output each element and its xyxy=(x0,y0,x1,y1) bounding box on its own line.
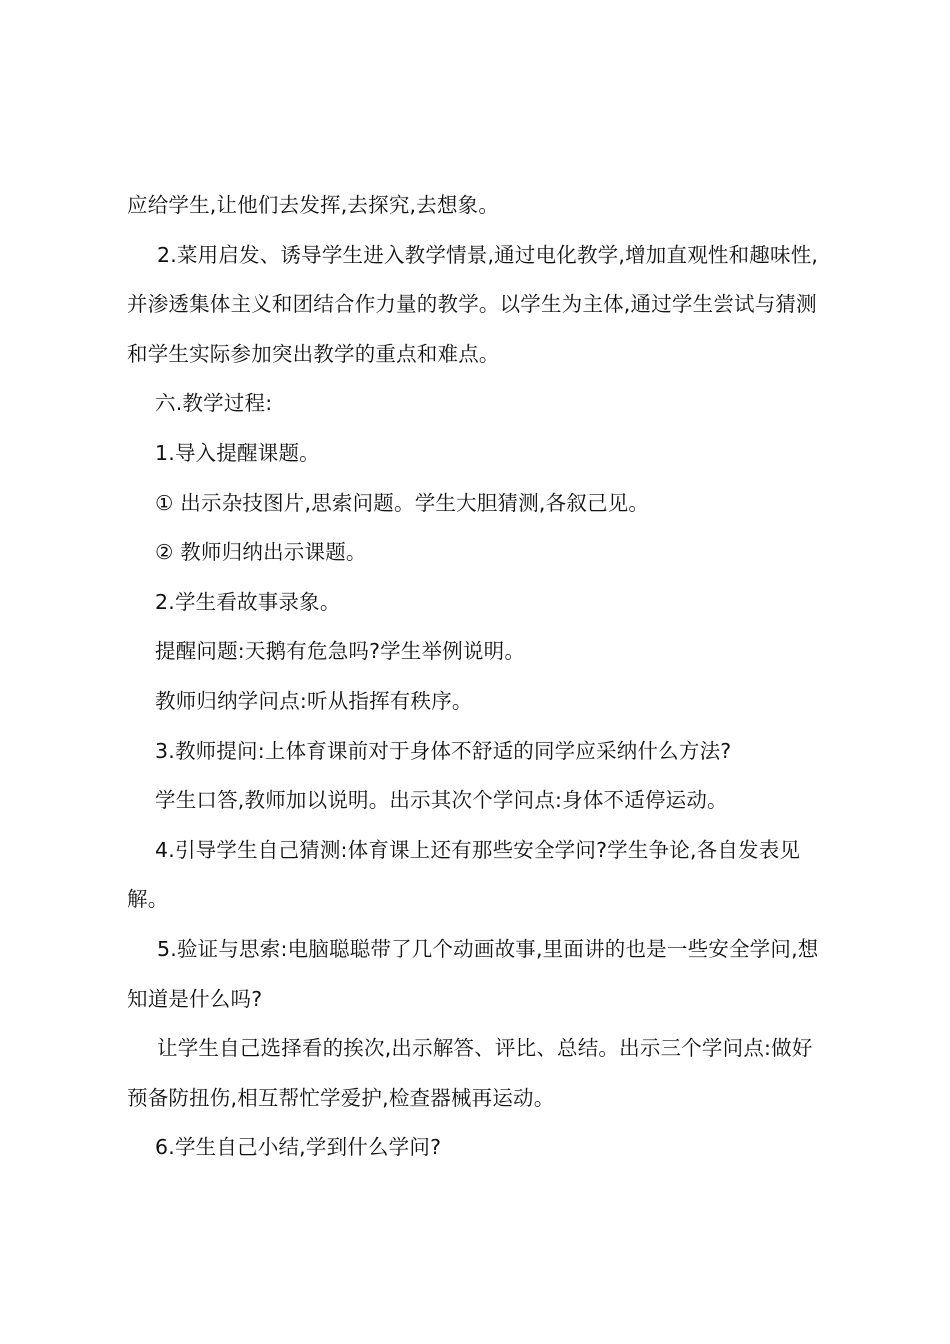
paragraph-step-2-question: 提醒问题:天鹅有危急吗?学生举例说明。 xyxy=(155,639,526,664)
paragraph-step-6: 6.学生自己小结,学到什么学问? xyxy=(155,1135,442,1160)
paragraph-step-3-answer: 学生口答,教师加以说明。出示其次个学问点:身体不适停运动。 xyxy=(155,788,728,813)
paragraph-step-1-a: ① 出示杂技图片,思索问题。学生大胆猜测,各叙己见。 xyxy=(155,490,650,515)
section-heading: 六.教学过程: xyxy=(155,391,273,416)
paragraph-step-1-b: ② 教师归纳出示课题。 xyxy=(155,540,367,565)
paragraph-step-2-summary: 教师归纳学问点:听从指挥有秩序。 xyxy=(155,688,473,713)
document-body xyxy=(127,181,833,1173)
paragraph-step-4: 4.引导学生自己猜测:体育课上还有那些安全学问?学生争论,各自发表见解。 xyxy=(127,837,801,912)
paragraph-step-2: 2.学生看故事录象。 xyxy=(155,589,341,614)
paragraph-step-5: 5.验证与思索:电脑聪聪带了几个动画故事,里面讲的也是一些安全学问,想知道是什么吗? xyxy=(127,936,819,1011)
paragraph-1: 应给学生,让他们去发挥,去探究,去想象。 xyxy=(127,193,500,217)
paragraph-step-5-detail: 让学生自己选择看的挨次,出示解答、评比、总结。出示三个学问点:做好预备防扭伤,相互帮忙学爱护,检查器械再运动。 xyxy=(127,1036,813,1110)
paragraph-step-1: 1.导入提醒课题。 xyxy=(155,440,320,465)
paragraph-2: 2.菜用启发、诱导学生进入教学情景,通过电化教学,增加直观性和趣味性,并渗透集体主义和团结合作力量的教学。以学生为主体,通过学生尝试与猜测和学生实际参加突出教学的重点和难点。 xyxy=(127,242,819,366)
paragraph-step-3: 3.教师提问:上体育课前对于身体不舒适的同学应采纳什么方法? xyxy=(155,738,732,763)
